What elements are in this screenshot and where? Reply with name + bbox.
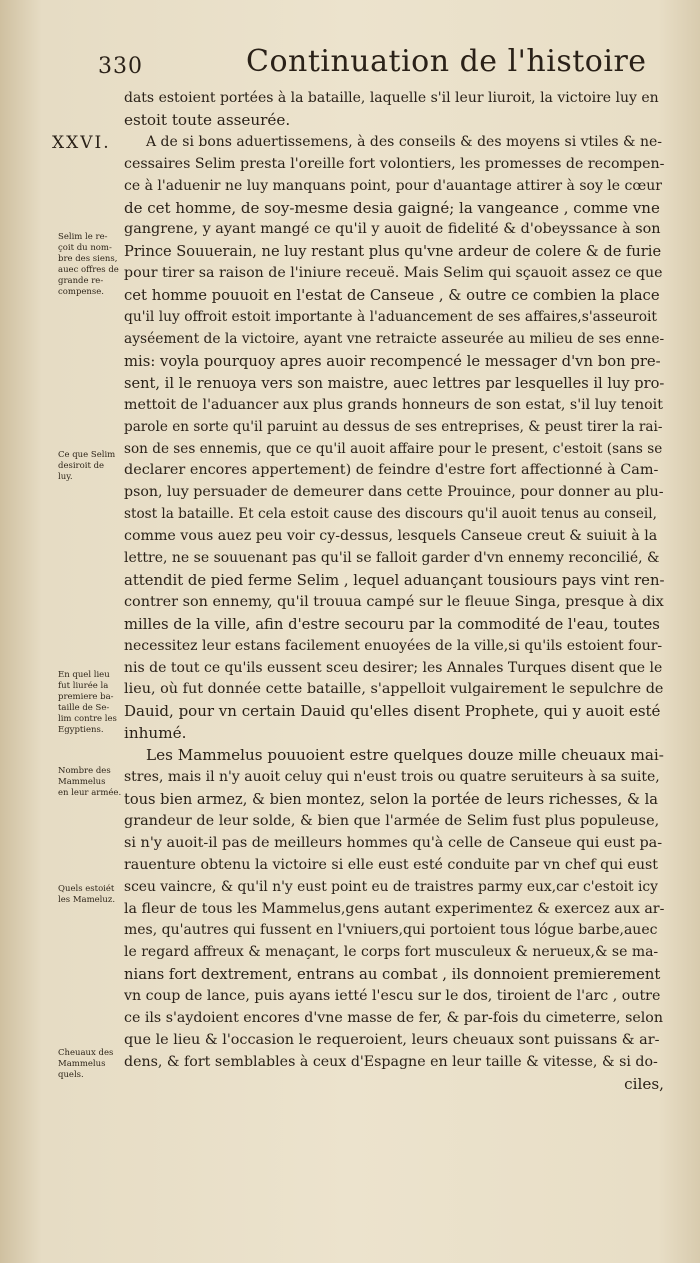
text-line: Les Mammelus pouuoient estre quelques douze mille cheuaux mai- (146, 746, 664, 765)
text-line: comme vous auez peu voir cy-dessus, lesquels Canseue creut & suiuit à la (124, 528, 658, 545)
text-line: lettre, ne se souuenant pas qu'il se falloit garder d'vn ennemy reconcilié, & (124, 550, 660, 567)
text-line: tous bien armez, & bien montez, selon la portée de leurs richesses, & la (124, 791, 658, 808)
text-line: necessitez leur estans facilement enuoyées de la ville,si qu'ils estoient four- (124, 637, 663, 654)
text-line: ce ils s'aydoient encores d'vne masse de fer, & par-fois du cimeterre, selon (124, 1010, 663, 1027)
margin-note-5: Quels estoiét les Mameluz. (58, 884, 116, 905)
margin-note-6: Cheuaux des Mammelus quels. (58, 1048, 114, 1080)
margin-note-4: Nombre des Mammelus en leur armée. (58, 766, 122, 798)
catchword: ciles, (624, 1074, 664, 1093)
text-line: A de si bons aduertissemens, à des conseils & des moyens si vtiles & ne- (146, 133, 662, 150)
text-line: ce à l'aduenir ne luy manquans point, pour d'auantage attirer à soy le cœur (124, 177, 662, 194)
chapter-marker: XXVI. (52, 133, 111, 153)
text-line: dens, & fort semblables à ceux d'Espagne en leur taille & vitesse, & si do- (124, 1053, 658, 1070)
text-line: gangrene, y ayant mangé ce qu'il y auoit de fidelité & d'obeyssance à son (124, 221, 661, 238)
margin-note-2: Ce que Selim desiroit de luy. (58, 450, 116, 482)
text-line: sent, il le renuoya vers son maistre, auec lettres par lesquelles il luy pro- (124, 374, 664, 392)
text-line: de cet homme, de soy-mesme desia gaigné; la vangeance , comme vne (124, 198, 660, 217)
page-number: 330 (98, 54, 143, 79)
page-header (98, 44, 647, 88)
text-line: nis de tout ce qu'ils eussent sceu desirer; les Annales Turques disent que le (124, 659, 663, 676)
text-line: cessaires Selim presta l'oreille fort volontiers, les promesses de recompen- (124, 155, 664, 172)
text-line: mis: voyla pourquoy apres auoir recompencé le messager d'vn bon pre- (124, 352, 661, 370)
margin-note-1: Selim le re- çoit du nom- bre des siens, auec offres de grande re- compense. (58, 232, 119, 297)
text-line: le regard affreux & menaçant, le corps fort musculeux & nerueux,& se ma- (124, 944, 659, 961)
text-line: estoit toute asseurée. (124, 110, 291, 129)
text-line: sceu vaincre, & qu'il n'y eust point eu de traistres parmy eux,car c'estoit icy (124, 878, 658, 895)
text-line: ayséement de la victoire, ayant vne retraicte asseurée au milieu de ses enne- (124, 330, 664, 347)
text-line: cet homme pouuoit en l'estat de Canseue , & outre ce combien la place (124, 287, 660, 305)
text-line: mettoit de l'aduancer aux plus grands honneurs de son estat, s'il luy tenoit (124, 396, 663, 413)
text-line: Dauid, pour vn certain Dauid qu'elles disent Prophete, qui y auoit esté (124, 702, 661, 721)
text-line: pson, luy persuader de demeurer dans cette Prouince, pour donner au plu- (124, 484, 664, 501)
text-line: contrer son ennemy, qu'il trouua campé sur le fleuue Singa, presque à dix (124, 593, 664, 610)
margin-note-3: En quel lieu fut liurée la premiere ba- taille de Se- lim contre les Egyptiens. (58, 670, 117, 735)
text-line: son de ses ennemis, que ce qu'il auoit affaire pour le present, c'estoit (sans se (124, 440, 663, 457)
text-line: que le lieu & l'occasion le requeroient, leurs cheuaux sont puissans & ar- (124, 1031, 660, 1048)
text-line: qu'il luy offroit estoit importante à l'aduancement de ses affaires,s'asseuroit (124, 309, 657, 326)
text-line: inhumé. (124, 724, 187, 743)
text-line: Prince Souuerain, ne luy restant plus qu'vne ardeur de colere & de furie (124, 243, 662, 261)
text-line: milles de la ville, afin d'estre secouru par la commodité de l'eau, toutes (124, 615, 660, 633)
text-line: vn coup de lance, puis ayans ietté l'escu sur le dos, tiroient de l'arc , outre (124, 988, 661, 1005)
text-line: mes, qu'autres qui fussent en l'vniuers,qui portoient tous lógue barbe,auec (124, 922, 658, 939)
text-line: attendit de pied ferme Selim , lequel aduançant tousiours pays vint ren- (124, 571, 664, 589)
text-line: stost la bataille. Et cela estoit cause des discours qu'il auoit tenus au conseil, (124, 506, 657, 523)
text-line: pour tirer sa raison de l'iniure receuë. Mais Selim qui sçauoit assez ce que (124, 265, 663, 282)
text-line: dats estoient portées à la bataille, laquelle s'il leur liuroit, la victoire luy en (124, 90, 659, 106)
text-line: grandeur de leur solde, & bien que l'armée de Selim fust plus populeuse, (124, 812, 660, 829)
text-line: lieu, où fut donnée cette bataille, s'appelloit vulgairement le sepulchre de (124, 681, 664, 698)
text-line: declarer encores appertement) de feindre d'estre fort affectionné à Cam- (124, 462, 659, 479)
text-line: si n'y auoit-il pas de meilleurs hommes qu'à celle de Canseue qui eust pa- (124, 834, 663, 851)
text-line: nians fort dextrement, entrans au combat , ils donnoient premierement (124, 966, 661, 984)
text-line: rauenture obtenu la victoire si elle eust esté conduite par vn chef qui eust (124, 856, 658, 873)
text-line: parole en sorte qu'il paruint au dessus de ses entreprises, & peust tirer la rai- (124, 418, 663, 435)
body-text (124, 88, 664, 1096)
text-line: la fleur de tous les Mammelus,gens autant experimentez & exercez aux ar- (124, 900, 664, 917)
running-title: Continuation de l'histoire (246, 44, 647, 79)
text-line: stres, mais il n'y auoit celuy qui n'eust trois ou quatre seruiteurs à sa suite, (124, 769, 660, 786)
